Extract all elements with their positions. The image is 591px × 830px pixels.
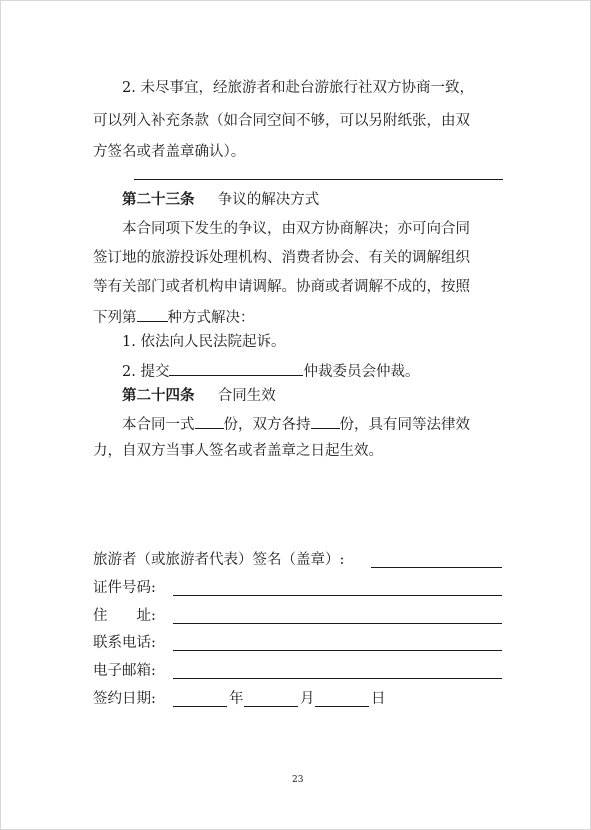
clause24-title: 第二十四条 <box>122 387 195 404</box>
clause23-heading <box>122 191 319 209</box>
clause23-para-line1: 本合同项下发生的争议，由双方协商解决；亦可向合同 <box>122 221 470 237</box>
clause22-item2-line3: 方签名或者盖章确认）。 <box>93 144 246 160</box>
clause23-para-line4-a: 下列第 <box>93 310 137 326</box>
traveler-signature-label: 旅游者（或旅游者代表）签名（盖章）: <box>93 552 345 568</box>
clause24-subtitle: 合同生效 <box>217 388 276 404</box>
clause24-heading <box>122 387 276 405</box>
clause23-para-line4 <box>93 307 255 327</box>
day-label: 日 <box>371 691 386 707</box>
sign-year-field[interactable] <box>173 706 227 707</box>
copies-each-blank[interactable] <box>311 414 340 429</box>
year-label: 年 <box>229 691 244 707</box>
clause24-para-line1-a: 本合同一式 <box>122 417 195 433</box>
clause23-option1: 1. 依法向人民法院起诉。 <box>122 334 286 350</box>
arbitration-committee-blank[interactable] <box>169 361 303 376</box>
phone-label: 联系电话: <box>93 635 156 651</box>
address-label: 住 址: <box>93 608 156 624</box>
page-number: 23 <box>292 775 304 785</box>
address-field[interactable] <box>173 623 502 624</box>
clause22-item2-line1: 2. 未尽事宜，经旅游者和赴台游旅行社双方协商一致， <box>122 80 474 96</box>
clause24-para-line2: 力，自双方当事人签名或者盖章之日起生效。 <box>93 443 383 459</box>
separator-line <box>134 179 503 180</box>
sign-date-label: 签约日期: <box>93 691 156 707</box>
clause23-para-line2: 签订地的旅游投诉处理机构、消费者协会、有关的调解组织 <box>93 250 470 266</box>
clause23-title: 第二十三条 <box>122 191 195 208</box>
email-label: 电子邮箱: <box>93 663 156 679</box>
clause23-para-line4-b: 种方式解决： <box>167 310 255 326</box>
clause23-option2 <box>122 361 419 381</box>
clause22-item2-line2: 可以列入补充条款（如合同空间不够，可以另附纸张，由双 <box>93 113 470 129</box>
clause24-para-line1-b: 份，双方各持 <box>223 417 311 433</box>
phone-field[interactable] <box>173 650 502 651</box>
dispute-method-blank[interactable] <box>137 307 168 322</box>
clause24-para-line1 <box>122 414 470 434</box>
clause23-subtitle: 争议的解决方式 <box>217 192 320 208</box>
id-number-label: 证件号码: <box>93 580 156 596</box>
copies-total-blank[interactable] <box>195 414 224 429</box>
clause23-para-line3: 等有关部门或者机构申请调解。协商或者调解不成的，按照 <box>93 279 470 295</box>
sign-month-field[interactable] <box>244 706 298 707</box>
clause23-option2-b: 仲裁委员会仲裁。 <box>303 364 420 380</box>
id-number-field[interactable] <box>173 595 502 596</box>
traveler-signature-field[interactable] <box>371 567 502 568</box>
month-label: 月 <box>300 691 315 707</box>
sign-day-field[interactable] <box>315 706 369 707</box>
email-field[interactable] <box>173 678 502 679</box>
clause24-para-line1-c: 份，具有同等法律效 <box>339 417 470 433</box>
clause23-option2-a: 2. 提交 <box>122 364 170 380</box>
